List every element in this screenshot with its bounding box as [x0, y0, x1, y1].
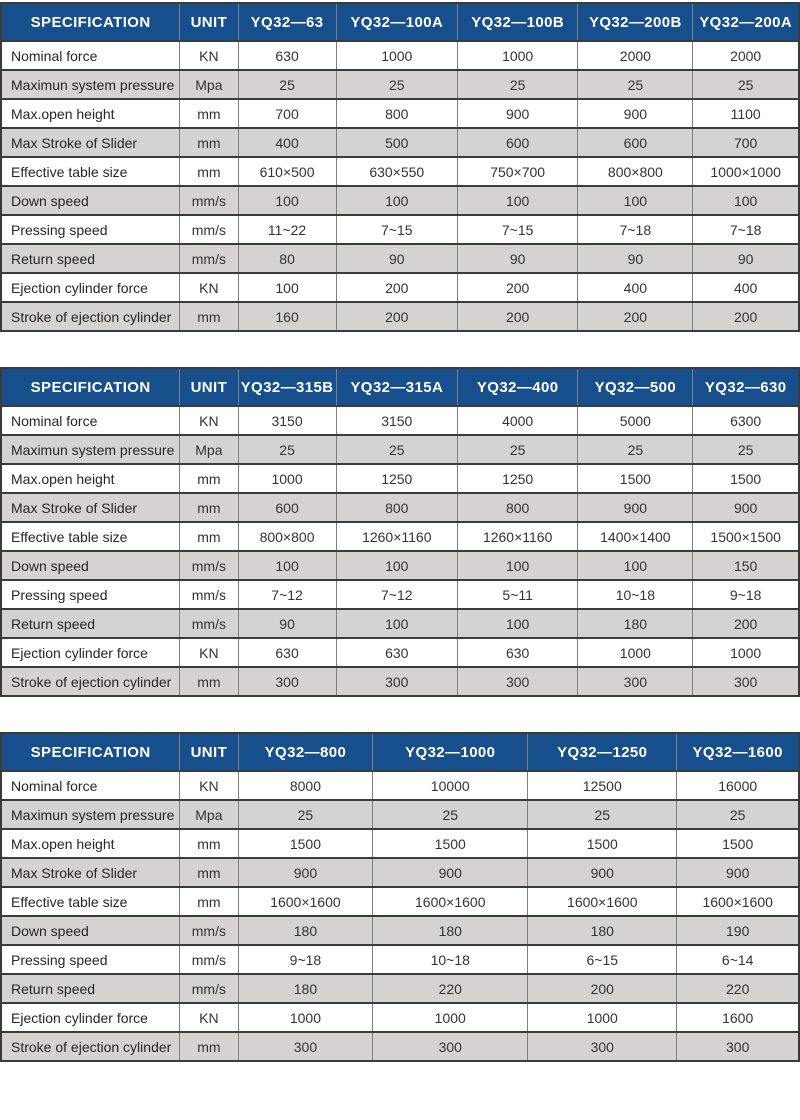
- table-row: [1, 493, 799, 522]
- unit-header: UNIT: [180, 3, 238, 41]
- table-row: [1, 215, 799, 244]
- unit-header: UNIT: [180, 368, 238, 406]
- value-cell: 200: [578, 302, 693, 331]
- value-cell: 300: [373, 1032, 528, 1061]
- value-cell: 630: [457, 638, 577, 667]
- unit-cell: KN: [180, 771, 238, 800]
- value-cell: 90: [238, 609, 336, 638]
- value-cell: 200: [457, 302, 577, 331]
- value-cell: 150: [693, 551, 799, 580]
- table-row: [1, 186, 799, 215]
- value-cell: 180: [373, 916, 528, 945]
- value-cell: 180: [238, 974, 373, 1003]
- table-row: [1, 887, 799, 916]
- value-cell: 1000: [238, 1003, 373, 1032]
- value-cell: 300: [238, 667, 336, 696]
- value-cell: 900: [457, 99, 577, 128]
- unit-cell: Mpa: [180, 435, 238, 464]
- value-cell: 100: [336, 609, 457, 638]
- value-cell: 200: [693, 609, 799, 638]
- unit-cell: mm: [180, 157, 238, 186]
- value-cell: 600: [457, 128, 577, 157]
- value-cell: 100: [578, 551, 693, 580]
- unit-header: UNIT: [180, 733, 238, 771]
- value-cell: 800×800: [238, 522, 336, 551]
- value-cell: 100: [238, 186, 336, 215]
- value-cell: 800: [336, 99, 457, 128]
- value-cell: 1400×1400: [578, 522, 693, 551]
- row-label: Maximun system pressure: [1, 435, 180, 464]
- value-cell: 25: [578, 70, 693, 99]
- unit-cell: mm/s: [180, 551, 238, 580]
- value-cell: 800: [457, 493, 577, 522]
- value-cell: 25: [693, 435, 799, 464]
- value-cell: 630×550: [336, 157, 457, 186]
- value-cell: 11~22: [238, 215, 336, 244]
- value-cell: 100: [693, 186, 799, 215]
- value-cell: 200: [528, 974, 677, 1003]
- value-cell: 220: [677, 974, 799, 1003]
- value-cell: 1000: [238, 464, 336, 493]
- value-cell: 800×800: [578, 157, 693, 186]
- table-row: [1, 302, 799, 331]
- value-cell: 7~18: [578, 215, 693, 244]
- row-label: Return speed: [1, 974, 180, 1003]
- value-cell: 9~18: [238, 945, 373, 974]
- unit-cell: mm/s: [180, 215, 238, 244]
- unit-cell: mm/s: [180, 244, 238, 273]
- value-cell: 1600×1600: [528, 887, 677, 916]
- table-row: [1, 771, 799, 800]
- value-cell: 900: [677, 858, 799, 887]
- table-row: [1, 551, 799, 580]
- unit-cell: mm: [180, 887, 238, 916]
- row-label: Nominal force: [1, 771, 180, 800]
- header-row: [1, 3, 799, 41]
- value-cell: 2000: [693, 41, 799, 70]
- unit-cell: mm: [180, 1032, 238, 1061]
- value-cell: 100: [457, 551, 577, 580]
- value-cell: 900: [238, 858, 373, 887]
- value-cell: 900: [373, 858, 528, 887]
- unit-cell: mm/s: [180, 580, 238, 609]
- value-cell: 1500: [578, 464, 693, 493]
- value-cell: 1500×1500: [693, 522, 799, 551]
- unit-cell: mm: [180, 522, 238, 551]
- specification-header: SPECIFICATION: [1, 733, 180, 771]
- value-cell: 400: [578, 273, 693, 302]
- row-label: Ejection cylinder force: [1, 638, 180, 667]
- row-label: Pressing speed: [1, 215, 180, 244]
- table-row: [1, 1032, 799, 1061]
- value-cell: 700: [693, 128, 799, 157]
- spec-table-1: [0, 2, 800, 332]
- value-cell: 100: [336, 551, 457, 580]
- row-label: Max.open height: [1, 99, 180, 128]
- value-cell: 200: [693, 302, 799, 331]
- model-header: YQ32—630: [693, 368, 799, 406]
- row-label: Effective table size: [1, 522, 180, 551]
- value-cell: 7~12: [238, 580, 336, 609]
- value-cell: 1600×1600: [677, 887, 799, 916]
- unit-cell: Mpa: [180, 800, 238, 829]
- unit-cell: mm: [180, 464, 238, 493]
- value-cell: 180: [238, 916, 373, 945]
- value-cell: 4000: [457, 406, 577, 435]
- value-cell: 100: [238, 551, 336, 580]
- value-cell: 100: [238, 273, 336, 302]
- unit-cell: KN: [180, 638, 238, 667]
- spec-table-2: [0, 367, 800, 697]
- value-cell: 700: [238, 99, 336, 128]
- value-cell: 25: [238, 800, 373, 829]
- value-cell: 900: [578, 493, 693, 522]
- value-cell: 25: [693, 70, 799, 99]
- row-label: Down speed: [1, 186, 180, 215]
- table-row: [1, 41, 799, 70]
- value-cell: 9~18: [693, 580, 799, 609]
- value-cell: 25: [457, 70, 577, 99]
- value-cell: 1500: [373, 829, 528, 858]
- table-row: [1, 244, 799, 273]
- model-header: YQ32—100A: [336, 3, 457, 41]
- value-cell: 6~15: [528, 945, 677, 974]
- value-cell: 25: [373, 800, 528, 829]
- value-cell: 25: [336, 435, 457, 464]
- row-label: Down speed: [1, 916, 180, 945]
- value-cell: 8000: [238, 771, 373, 800]
- value-cell: 10000: [373, 771, 528, 800]
- value-cell: 16000: [677, 771, 799, 800]
- value-cell: 300: [578, 667, 693, 696]
- value-cell: 1000: [693, 638, 799, 667]
- value-cell: 25: [578, 435, 693, 464]
- table-row: [1, 464, 799, 493]
- value-cell: 610×500: [238, 157, 336, 186]
- spec-table-3: [0, 732, 800, 1062]
- value-cell: 180: [528, 916, 677, 945]
- row-label: Stroke of ejection cylinder: [1, 667, 180, 696]
- value-cell: 90: [693, 244, 799, 273]
- row-label: Pressing speed: [1, 945, 180, 974]
- value-cell: 200: [336, 273, 457, 302]
- value-cell: 400: [238, 128, 336, 157]
- value-cell: 300: [693, 667, 799, 696]
- unit-cell: KN: [180, 1003, 238, 1032]
- row-label: Nominal force: [1, 41, 180, 70]
- table-row: [1, 99, 799, 128]
- row-label: Max Stroke of Slider: [1, 858, 180, 887]
- value-cell: 200: [336, 302, 457, 331]
- model-header: YQ32—1600: [677, 733, 799, 771]
- table-row: [1, 273, 799, 302]
- unit-cell: mm: [180, 829, 238, 858]
- value-cell: 7~15: [336, 215, 457, 244]
- value-cell: 800: [336, 493, 457, 522]
- value-cell: 300: [677, 1032, 799, 1061]
- value-cell: 900: [578, 99, 693, 128]
- specification-header: SPECIFICATION: [1, 368, 180, 406]
- value-cell: 3150: [336, 406, 457, 435]
- value-cell: 750×700: [457, 157, 577, 186]
- value-cell: 10~18: [578, 580, 693, 609]
- table-row: [1, 945, 799, 974]
- model-header: YQ32—1000: [373, 733, 528, 771]
- value-cell: 630: [238, 41, 336, 70]
- row-label: Return speed: [1, 609, 180, 638]
- table-row: [1, 638, 799, 667]
- value-cell: 300: [238, 1032, 373, 1061]
- header-row: [1, 368, 799, 406]
- unit-cell: mm/s: [180, 945, 238, 974]
- value-cell: 25: [336, 70, 457, 99]
- model-header: YQ32—100B: [457, 3, 577, 41]
- value-cell: 500: [336, 128, 457, 157]
- row-label: Maximun system pressure: [1, 800, 180, 829]
- value-cell: 25: [528, 800, 677, 829]
- table-row: [1, 829, 799, 858]
- model-header: YQ32—63: [238, 3, 336, 41]
- model-header: YQ32—315B: [238, 368, 336, 406]
- value-cell: 100: [457, 609, 577, 638]
- header-row: [1, 733, 799, 771]
- table-row: [1, 974, 799, 1003]
- value-cell: 80: [238, 244, 336, 273]
- table-row: [1, 1003, 799, 1032]
- value-cell: 180: [578, 609, 693, 638]
- value-cell: 400: [693, 273, 799, 302]
- value-cell: 600: [238, 493, 336, 522]
- value-cell: 1000: [528, 1003, 677, 1032]
- value-cell: 12500: [528, 771, 677, 800]
- table-row: [1, 435, 799, 464]
- specification-header: SPECIFICATION: [1, 3, 180, 41]
- value-cell: 25: [238, 70, 336, 99]
- model-header: YQ32—500: [578, 368, 693, 406]
- unit-cell: mm/s: [180, 186, 238, 215]
- unit-cell: mm: [180, 99, 238, 128]
- value-cell: 1500: [528, 829, 677, 858]
- value-cell: 900: [528, 858, 677, 887]
- row-label: Max Stroke of Slider: [1, 128, 180, 157]
- value-cell: 2000: [578, 41, 693, 70]
- table-row: [1, 128, 799, 157]
- value-cell: 300: [528, 1032, 677, 1061]
- value-cell: 90: [336, 244, 457, 273]
- value-cell: 7~18: [693, 215, 799, 244]
- value-cell: 600: [578, 128, 693, 157]
- value-cell: 220: [373, 974, 528, 1003]
- value-cell: 1000: [457, 41, 577, 70]
- value-cell: 1000: [578, 638, 693, 667]
- value-cell: 7~15: [457, 215, 577, 244]
- value-cell: 3150: [238, 406, 336, 435]
- value-cell: 300: [336, 667, 457, 696]
- value-cell: 1260×1160: [336, 522, 457, 551]
- row-label: Down speed: [1, 551, 180, 580]
- value-cell: 1600: [677, 1003, 799, 1032]
- table-row: [1, 609, 799, 638]
- value-cell: 1000: [336, 41, 457, 70]
- value-cell: 300: [457, 667, 577, 696]
- model-header: YQ32—800: [238, 733, 373, 771]
- value-cell: 160: [238, 302, 336, 331]
- row-label: Ejection cylinder force: [1, 1003, 180, 1032]
- unit-cell: mm: [180, 858, 238, 887]
- value-cell: 200: [457, 273, 577, 302]
- row-label: Maximun system pressure: [1, 70, 180, 99]
- unit-cell: mm/s: [180, 916, 238, 945]
- unit-cell: mm/s: [180, 609, 238, 638]
- value-cell: 1100: [693, 99, 799, 128]
- row-label: Stroke of ejection cylinder: [1, 1032, 180, 1061]
- row-label: Pressing speed: [1, 580, 180, 609]
- table-row: [1, 858, 799, 887]
- value-cell: 6~14: [677, 945, 799, 974]
- value-cell: 1600×1600: [238, 887, 373, 916]
- value-cell: 10~18: [373, 945, 528, 974]
- table-row: [1, 800, 799, 829]
- unit-cell: mm: [180, 302, 238, 331]
- value-cell: 7~12: [336, 580, 457, 609]
- unit-cell: mm: [180, 667, 238, 696]
- value-cell: 90: [578, 244, 693, 273]
- value-cell: 1000×1000: [693, 157, 799, 186]
- unit-cell: KN: [180, 273, 238, 302]
- value-cell: 25: [677, 800, 799, 829]
- unit-cell: Mpa: [180, 70, 238, 99]
- table-row: [1, 667, 799, 696]
- table-row: [1, 70, 799, 99]
- row-label: Nominal force: [1, 406, 180, 435]
- unit-cell: KN: [180, 406, 238, 435]
- value-cell: 100: [336, 186, 457, 215]
- model-header: YQ32—200A: [693, 3, 799, 41]
- value-cell: 1500: [693, 464, 799, 493]
- value-cell: 25: [457, 435, 577, 464]
- model-header: YQ32—400: [457, 368, 577, 406]
- row-label: Max.open height: [1, 829, 180, 858]
- table-row: [1, 406, 799, 435]
- row-label: Stroke of ejection cylinder: [1, 302, 180, 331]
- table-row: [1, 522, 799, 551]
- unit-cell: mm/s: [180, 974, 238, 1003]
- value-cell: 1500: [677, 829, 799, 858]
- value-cell: 90: [457, 244, 577, 273]
- unit-cell: KN: [180, 41, 238, 70]
- row-label: Effective table size: [1, 887, 180, 916]
- value-cell: 1600×1600: [373, 887, 528, 916]
- model-header: YQ32—1250: [528, 733, 677, 771]
- value-cell: 1500: [238, 829, 373, 858]
- value-cell: 1260×1160: [457, 522, 577, 551]
- value-cell: 25: [238, 435, 336, 464]
- row-label: Max.open height: [1, 464, 180, 493]
- model-header: YQ32—315A: [336, 368, 457, 406]
- table-row: [1, 916, 799, 945]
- value-cell: 1250: [336, 464, 457, 493]
- table-row: [1, 580, 799, 609]
- value-cell: 6300: [693, 406, 799, 435]
- value-cell: 900: [693, 493, 799, 522]
- unit-cell: mm: [180, 128, 238, 157]
- value-cell: 1250: [457, 464, 577, 493]
- value-cell: 630: [238, 638, 336, 667]
- row-label: Max Stroke of Slider: [1, 493, 180, 522]
- value-cell: 5~11: [457, 580, 577, 609]
- value-cell: 190: [677, 916, 799, 945]
- value-cell: 630: [336, 638, 457, 667]
- model-header: YQ32—200B: [578, 3, 693, 41]
- row-label: Ejection cylinder force: [1, 273, 180, 302]
- table-row: [1, 157, 799, 186]
- value-cell: 1000: [373, 1003, 528, 1032]
- value-cell: 100: [457, 186, 577, 215]
- value-cell: 100: [578, 186, 693, 215]
- unit-cell: mm: [180, 493, 238, 522]
- value-cell: 5000: [578, 406, 693, 435]
- row-label: Effective table size: [1, 157, 180, 186]
- row-label: Return speed: [1, 244, 180, 273]
